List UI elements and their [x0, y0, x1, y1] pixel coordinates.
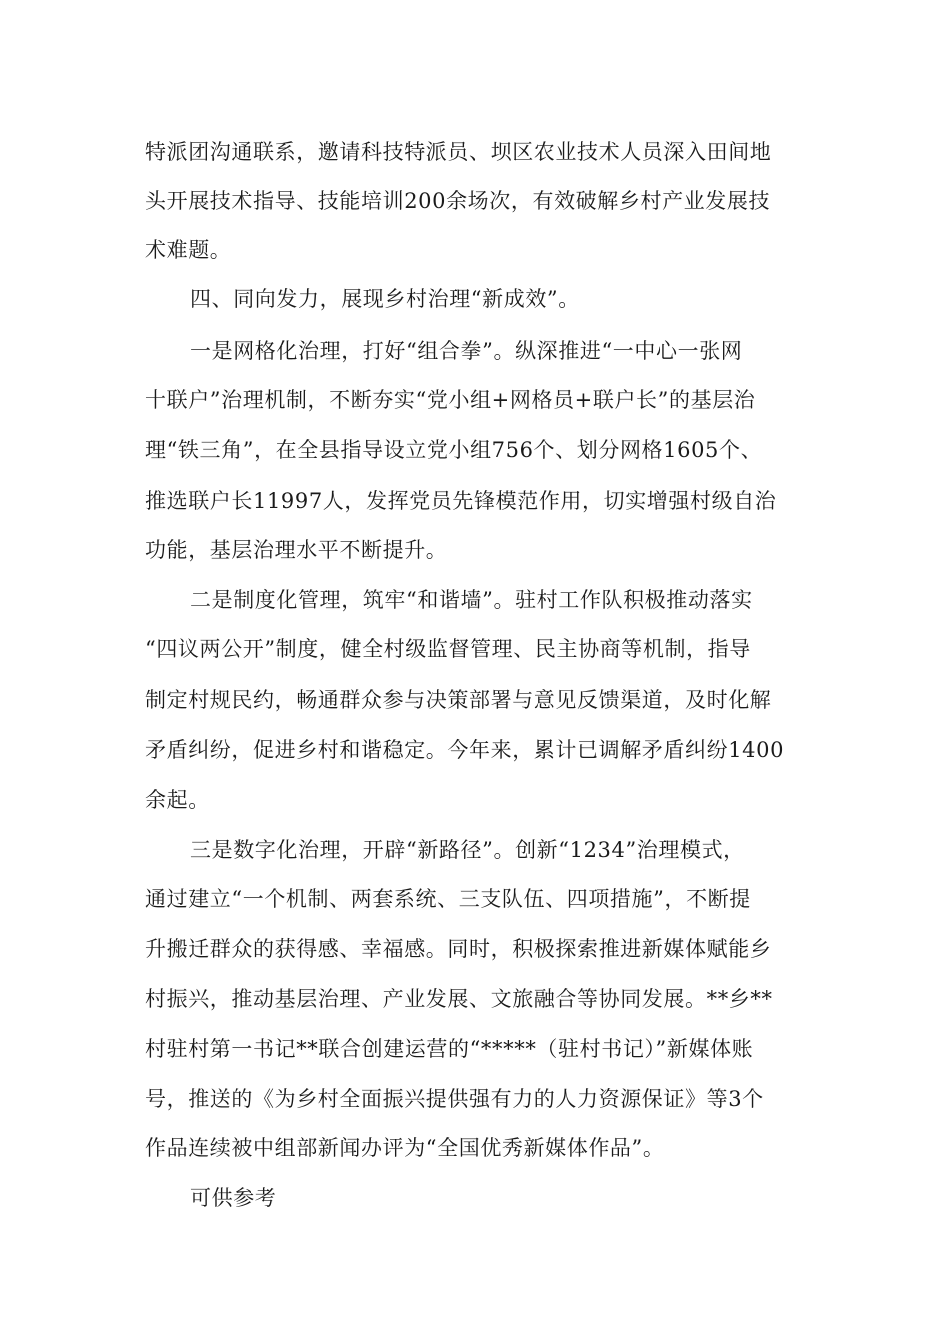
paragraph-line: 制定村规民约，畅通群众参与决策部署与意见反馈渠道，及时化解 — [145, 688, 772, 712]
paragraph-line: 术难题。 — [145, 238, 232, 262]
paragraph-line: 特派团沟通联系，邀请科技特派员、坝区农业技术人员深入田间地 — [145, 140, 772, 164]
paragraph-line: 村振兴，推动基层治理、产业发展、文旅融合等协同发展。**乡** — [145, 987, 773, 1011]
paragraph-line: 二是制度化管理，筑牢“和谐墙”。驻村工作队积极推动落实 — [190, 588, 753, 612]
paragraph-line: 作品连续被中组部新闻办评为“全国优秀新媒体作品”。 — [145, 1136, 665, 1160]
paragraph-line: 功能，基层治理水平不断提升。 — [145, 538, 448, 562]
paragraph-line: 余起。 — [145, 788, 210, 812]
paragraph-line: 一是网格化治理，打好“组合拳”。纵深推进“一中心一张网 — [190, 339, 743, 363]
paragraph-line: 升搬迁群众的获得感、幸福感。同时，积极探索推进新媒体赋能乡 — [145, 937, 772, 961]
paragraph-line: 理“铁三角”，在全县指导设立党小组756个、划分网格1605个、 — [145, 438, 763, 462]
paragraph-line: “四议两公开”制度，健全村级监督管理、民主协商等机制，指导 — [145, 637, 751, 661]
paragraph-line: 十联户”治理机制，不断夯实“党小组+网格员+联户长”的基层治 — [145, 388, 756, 412]
paragraph-line: 三是数字化治理，开辟“新路径”。创新“1234”治理模式， — [190, 838, 745, 862]
footer-note: 可供参考 — [190, 1186, 277, 1210]
paragraph-line: 矛盾纠纷，促进乡村和谐稳定。今年来，累计已调解矛盾纠纷1400 — [145, 738, 785, 762]
paragraph-line: 头开展技术指导、技能培训200余场次，有效破解乡村产业发展技 — [145, 189, 771, 213]
paragraph-line: 号，推送的《为乡村全面振兴提供强有力的人力资源保证》等3个 — [145, 1087, 764, 1111]
paragraph-line: 推选联户长11997人，发挥党员先锋模范作用，切实增强村级自治 — [145, 489, 777, 513]
section-heading: 四、同向发力，展现乡村治理“新成效”。 — [190, 287, 580, 311]
paragraph-line: 村驻村第一书记**联合创建运营的“*****（驻村书记）”新媒体账 — [145, 1037, 754, 1061]
paragraph-line: 通过建立“一个机制、两套系统、三支队伍、四项措施”，不断提 — [145, 887, 751, 911]
